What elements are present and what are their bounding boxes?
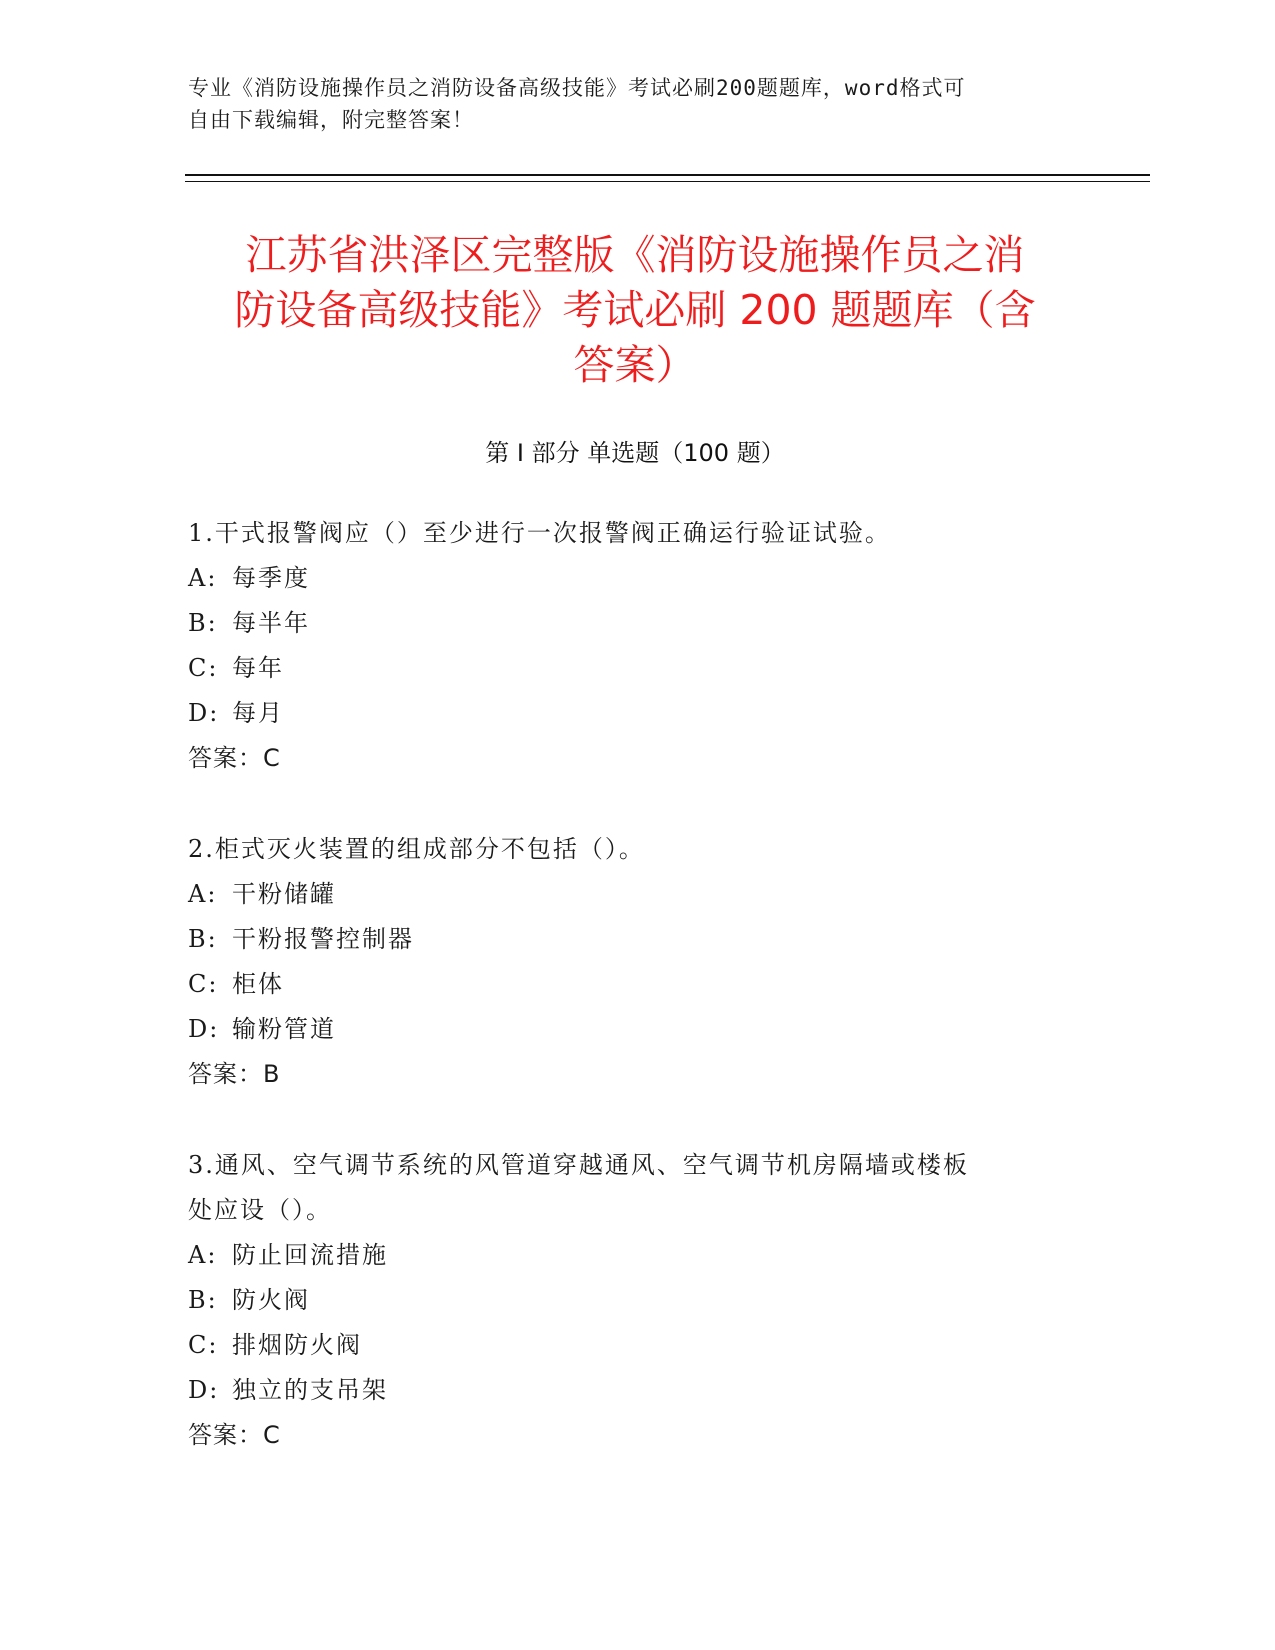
option-b	[188, 601, 1088, 646]
option-key: D:	[188, 1376, 220, 1404]
header-note	[188, 72, 1088, 136]
option-c	[188, 646, 1088, 691]
option-c	[188, 1323, 1088, 1368]
header-note-line: 专业《消防设施操作员之消防设备高级技能》考试必刷200题题库，word格式可	[188, 76, 966, 100]
question-stem-continued: 处应设（）。	[188, 1196, 332, 1224]
question-item	[188, 1143, 1088, 1458]
option-a	[188, 872, 1088, 917]
question-item	[188, 511, 1088, 781]
option-text: 防火阀	[232, 1286, 310, 1314]
option-d	[188, 1007, 1088, 1052]
option-key: B:	[188, 609, 218, 637]
header-note-line: 自由下载编辑，附完整答案！	[188, 108, 474, 132]
option-key: A:	[188, 880, 218, 908]
question-stem: 1.干式报警阀应（）至少进行一次报警阀正确运行验证试验。	[188, 519, 891, 547]
option-key: B:	[188, 1286, 218, 1314]
option-text: 独立的支吊架	[232, 1376, 388, 1404]
option-text: 每半年	[232, 609, 310, 637]
answer-line: 答案：B	[188, 1060, 281, 1088]
option-text: 防止回流措施	[232, 1241, 388, 1269]
document-title	[185, 228, 1085, 393]
option-b	[188, 1278, 1088, 1323]
option-a	[188, 556, 1088, 601]
option-c	[188, 962, 1088, 1007]
option-key: A:	[188, 564, 218, 592]
option-key: B:	[188, 925, 218, 953]
header-divider-thick	[185, 174, 1150, 176]
answer-line: 答案：C	[188, 744, 281, 772]
option-d	[188, 1368, 1088, 1413]
option-text: 柜体	[232, 970, 284, 998]
header-divider-thin	[185, 181, 1150, 182]
option-text: 排烟防火阀	[232, 1331, 362, 1359]
option-key: D:	[188, 699, 220, 727]
option-key: C:	[188, 1331, 219, 1359]
answer-line: 答案：C	[188, 1421, 281, 1449]
option-b	[188, 917, 1088, 962]
question-item	[188, 827, 1088, 1097]
title-line: 防设备高级技能》考试必刷 200 题题库（含	[234, 286, 1036, 334]
option-key: A:	[188, 1241, 218, 1269]
question-stem: 3.通风、空气调节系统的风管道穿越通风、空气调节机房隔墙或楼板	[188, 1151, 969, 1179]
title-line: 答案）	[573, 341, 697, 389]
option-text: 输粉管道	[232, 1015, 336, 1043]
option-text: 干粉报警控制器	[232, 925, 414, 953]
option-a	[188, 1233, 1088, 1278]
option-text: 干粉储罐	[232, 880, 336, 908]
option-text: 每季度	[232, 564, 310, 592]
section-title: 第 I 部分 单选题（100 题）	[485, 439, 785, 467]
option-key: C:	[188, 970, 219, 998]
option-key: C:	[188, 654, 219, 682]
option-text: 每月	[232, 699, 284, 727]
question-stem: 2.柜式灭火装置的组成部分不包括（）。	[188, 835, 645, 863]
title-line: 江苏省洪泽区完整版《消防设施操作员之消	[245, 231, 1025, 279]
option-text: 每年	[232, 654, 284, 682]
option-d	[188, 691, 1088, 736]
option-key: D:	[188, 1015, 220, 1043]
